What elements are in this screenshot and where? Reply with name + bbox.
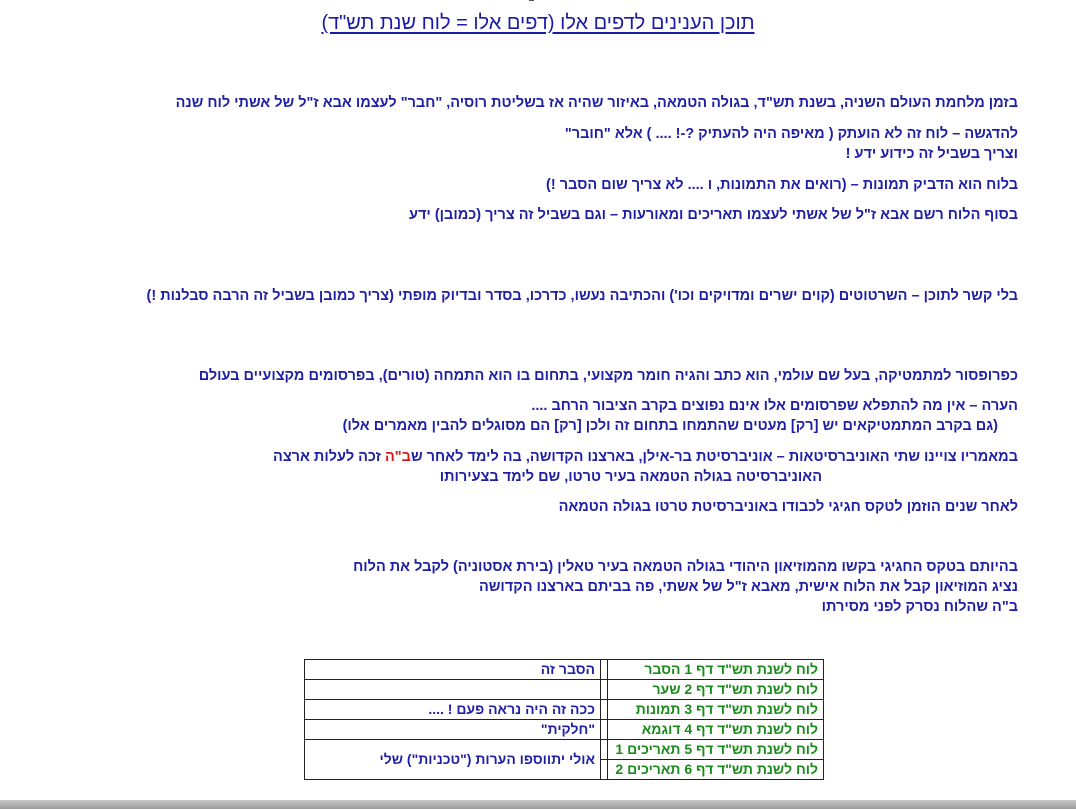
paragraph-intro: בזמן מלחמת העולם השניה, בשנת תש"ד, בגולה הטמאה, באיזור שהיה אז בשליטת רוסיה, "חבר" לעצמו אבא ז"ל של אשתי לוח שנה bbox=[175, 95, 1018, 111]
top-mark bbox=[529, 0, 534, 1]
emphasis-line-2: וצריך בשביל זה כידוע ידע ! bbox=[845, 146, 1018, 162]
paragraph-pictures: בלוח הוא הדביק תמונות – (רואים את התמונות, ו .... לא צריך שום הסבר !) bbox=[546, 177, 1018, 193]
page-title: תוכן הענינים לדפים אלו (דפים אלו = לוח שנת תש"ד) bbox=[321, 12, 755, 34]
table-row bbox=[305, 740, 824, 760]
bottom-scroll-bar bbox=[0, 800, 1076, 809]
toc-note: הסבר זה bbox=[305, 660, 601, 680]
paragraph-emphasis bbox=[18, 124, 1018, 164]
toc-note: ככה זה היה נראה פעם ! .... bbox=[305, 700, 601, 720]
bh-highlight: ב"ה bbox=[385, 449, 411, 465]
table-row bbox=[305, 660, 824, 680]
paragraph-drawings: בלי קשר לתוכן – השרטוטים (קוים ישרים ומדויקים וכו') והכתיבה נעשו, כדרכו, בסדר ובדיוק מופתי (צריך כמובן בשביל זה הרבה סבלנות !) bbox=[146, 288, 1018, 304]
museum-line-3: ב"ה שהלוח נסרק לפני מסירתו bbox=[821, 599, 1018, 615]
table-row bbox=[305, 700, 824, 720]
paragraph-museum bbox=[18, 557, 1018, 617]
note-line-1: הערה – אין מה להתפלא שפרסומים אלו אינם נפוצים בקרב הציבור הרחב .... bbox=[531, 398, 1018, 414]
paragraph-ceremony: לאחר שנים הוזמן לטקס חגיגי לכבודו באוניברסיטת טרטו בגולה הטמאה bbox=[558, 499, 1018, 515]
universities-line-2: האוניברסיטה בגולה הטמאה בעיר טרטו, שם לימד בצעירותו bbox=[439, 469, 822, 485]
universities-line-1 bbox=[18, 447, 1018, 467]
emphasis-line-1: להדגשה – לוח זה לא הועתק ( מאיפה היה להעתיק ?-! .... ) אלא "חובר" bbox=[564, 126, 1018, 142]
contents-table bbox=[304, 659, 824, 780]
table-row bbox=[305, 720, 824, 740]
table-gap-cell bbox=[601, 760, 608, 780]
universities-text-start: במאמריו צויינו שתי האוניברסיטאות – אוניברסיטת בר-אילן, בארצנו הקדושה, בה לימד לאחר ש bbox=[410, 449, 1018, 465]
table-gap-cell bbox=[601, 700, 608, 720]
toc-link-page-6[interactable]: לוח לשנת תש"ד דף 6 תאריכים 2 bbox=[608, 760, 824, 780]
table-gap-cell bbox=[601, 660, 608, 680]
universities-text-end: זכה לעלות ארצה bbox=[273, 449, 385, 465]
paragraph-universities bbox=[18, 447, 1018, 487]
table-gap-cell bbox=[601, 740, 608, 760]
note-line-2: (גם בקרב המתמטיקאים יש [רק] מעטים שהתמחו בתחום זה ולכן [רק] הם מסוגלים להבין מאמרים אלו) bbox=[342, 418, 998, 434]
toc-link-page-4[interactable]: לוח לשנת תש"ד דף 4 דוגמא bbox=[608, 720, 824, 740]
toc-note: אולי יתווספו הערות ("טכניות") שלי bbox=[305, 740, 601, 780]
paragraph-note bbox=[18, 396, 1018, 436]
toc-link-page-5[interactable]: לוח לשנת תש"ד דף 5 תאריכים 1 bbox=[608, 740, 824, 760]
toc-link-page-2[interactable]: לוח לשנת תש"ד דף 2 שער bbox=[608, 680, 824, 700]
toc-link-page-1[interactable]: לוח לשנת תש"ד דף 1 הסבר bbox=[608, 660, 824, 680]
table-gap-cell bbox=[601, 680, 608, 700]
toc-link-page-3[interactable]: לוח לשנת תש"ד דף 3 תמונות bbox=[608, 700, 824, 720]
paragraph-professor: כפרופסור למתמטיקה, בעל שם עולמי, הוא כתב והגיה חומר מקצועי, בתחום בו הוא התמחה (טורים), בפרסומים מקצועיים בעולם bbox=[198, 368, 1018, 384]
museum-line-1: בהיותם בטקס החגיגי בקשו מהמוזיאון היהודי בגולה הטמאה בעיר טאלין (בירת אסטוניה) לקבל את הלוח bbox=[353, 559, 1018, 575]
toc-note bbox=[305, 680, 601, 700]
table-row bbox=[305, 680, 824, 700]
museum-line-2: נציג המוזיאון קבל את הלוח אישית, מאבא ז"ל של אשתי, פה בביתם בארצנו הקדושה bbox=[478, 579, 1018, 595]
table-gap-cell bbox=[601, 720, 608, 740]
paragraph-dates: בסוף הלוח רשם אבא ז"ל של אשתי לעצמו תאריכים ומאורעות – וגם בשביל זה צריך (כמובן) ידע bbox=[409, 207, 1018, 223]
toc-note: "חלקית" bbox=[305, 720, 601, 740]
